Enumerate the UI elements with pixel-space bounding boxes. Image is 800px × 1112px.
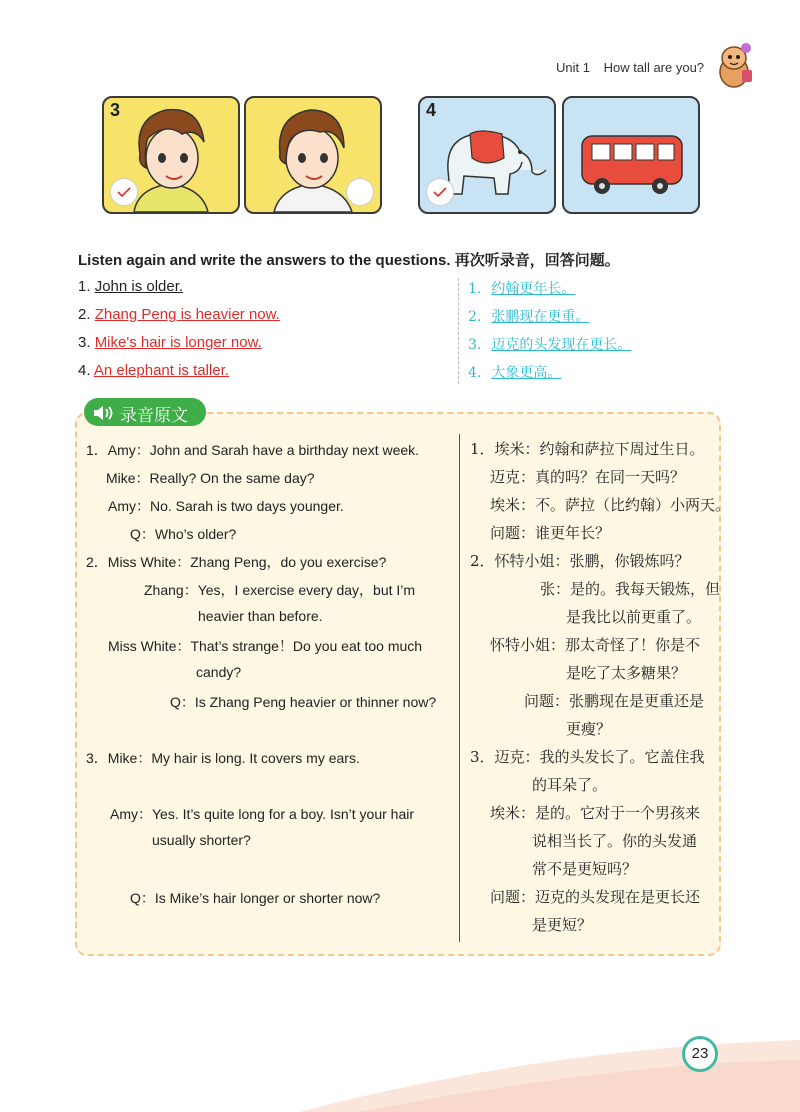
page-number: 23 bbox=[682, 1036, 718, 1072]
script-line-cn: 说相当长了。你的头发通 bbox=[532, 832, 698, 850]
script-line: Amy：No. Sarah is two days younger. bbox=[108, 498, 344, 514]
answer-line: 3. Mike's hair is longer now. bbox=[78, 334, 262, 351]
script-line: Miss White：That’s strange！Do you eat too much bbox=[108, 638, 423, 654]
script-line: Q：Who’s older? bbox=[130, 526, 237, 542]
speaker-icon bbox=[92, 404, 118, 422]
script-line: usually shorter? bbox=[152, 832, 251, 848]
script-line: Q：Is Zhang Peng heavier or thinner now? bbox=[170, 694, 437, 710]
translation-line: 2. 张鹏现在更重。 bbox=[468, 309, 590, 325]
picture-card-3b bbox=[244, 96, 382, 214]
picture-number: 4 bbox=[426, 100, 437, 120]
script-line-cn: 常不是更短吗？ bbox=[532, 860, 638, 878]
answer-line: 1. John is older. bbox=[78, 278, 184, 295]
check-circle bbox=[346, 178, 374, 206]
script-line-cn: 是更短？ bbox=[532, 916, 593, 934]
footer-wave bbox=[0, 1000, 800, 1112]
script-line: 3．Mike：My hair is long. It covers my ears. bbox=[86, 750, 360, 766]
translation-line: 4. 大象更高。 bbox=[468, 365, 562, 381]
script-line-cn: 是我比以前更重了。 bbox=[566, 608, 702, 626]
script-line-cn: 2．怀特小姐：张鹏，你锻炼吗？ bbox=[470, 552, 690, 570]
picture-card-4a bbox=[418, 96, 556, 214]
script-line-cn: 埃米：不。萨拉（比约翰）小两天。 bbox=[490, 496, 731, 514]
script-line-cn: 更瘦？ bbox=[566, 720, 612, 738]
script-line-cn: 怀特小姐：那太奇怪了！你是不 bbox=[490, 636, 701, 654]
script-line-cn: 问题：张鹏现在是更重还是 bbox=[524, 692, 705, 710]
script-line-cn: 迈克：真的吗？在同一天吗？ bbox=[490, 468, 686, 486]
check-icon bbox=[110, 178, 138, 206]
script-line: 1．Amy：John and Sarah have a birthday next week. bbox=[86, 442, 420, 458]
check-icon bbox=[426, 178, 454, 206]
script-line: Mike：Really? On the same day? bbox=[106, 470, 315, 486]
script-line: heavier than before. bbox=[198, 608, 323, 624]
picture-card-4b bbox=[562, 96, 700, 214]
instruction: Listen again and write the answers to the questions. 再次听录音，回答问题。 bbox=[78, 252, 620, 269]
script-line-cn: 问题：谁更年长？ bbox=[490, 524, 611, 542]
script-line-cn: 问题：迈克的头发现在是更长还 bbox=[490, 888, 701, 906]
script-line-cn: 的耳朵了。 bbox=[532, 776, 608, 794]
script-line: Amy：Yes. It’s quite long for a boy. Isn’t your hair bbox=[110, 806, 415, 822]
transcript-label: 录音原文 bbox=[84, 398, 206, 426]
unit-label: Unit 1 bbox=[556, 60, 590, 75]
script-line: candy? bbox=[196, 664, 242, 680]
script-line-cn: 是吃了太多糖果？ bbox=[566, 664, 687, 682]
answer-text: Zhang Peng is heavier now. bbox=[94, 306, 280, 323]
picture-number: 3 bbox=[110, 100, 121, 120]
answer-text: An elephant is taller. bbox=[93, 362, 229, 379]
script-line: 2．Miss White：Zhang Peng，do you exercise? bbox=[86, 554, 387, 570]
translation-line: 1. 约翰更年长。 bbox=[468, 281, 576, 297]
script-line-cn: 张：是的。我每天锻炼，但 bbox=[540, 580, 721, 598]
script-line-cn: 3．迈克：我的头发长了。它盖住我 bbox=[470, 748, 705, 766]
script-line: Q：Is Mike’s hair longer or shorter now? bbox=[130, 890, 381, 906]
answer-text: John is older. bbox=[94, 278, 184, 295]
divider bbox=[458, 278, 459, 384]
answer-line: 2. Zhang Peng is heavier now. bbox=[78, 306, 280, 323]
picture-card-3a bbox=[102, 96, 240, 214]
translation-line: 3. 迈克的头发现在更长。 bbox=[468, 337, 632, 353]
script-line-cn: 1．埃米：约翰和萨拉下周过生日。 bbox=[470, 440, 705, 458]
answer-text: Mike's hair is longer now. bbox=[94, 334, 262, 351]
page-header bbox=[556, 60, 714, 75]
answer-line: 4. An elephant is taller. bbox=[78, 362, 229, 379]
script-line-cn: 埃米：是的。它对于一个男孩来 bbox=[490, 804, 701, 822]
column-divider bbox=[459, 434, 460, 942]
unit-title: How tall are you? bbox=[603, 60, 705, 75]
script-line: Zhang：Yes，I exercise every day，but I’m bbox=[144, 582, 416, 598]
mascot-icon bbox=[712, 42, 756, 90]
